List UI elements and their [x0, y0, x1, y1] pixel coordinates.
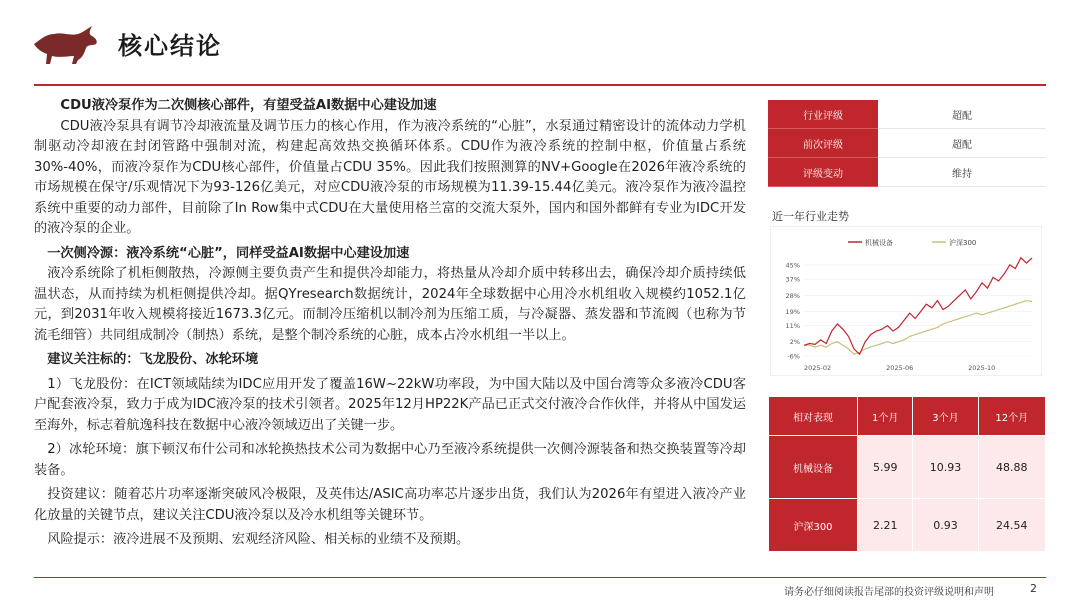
table-cell: 10.93 — [913, 436, 978, 499]
row-label: 沪深300 — [769, 499, 858, 552]
bull-logo-icon — [30, 20, 102, 66]
rating-value: 维持 — [878, 158, 1046, 187]
rating-label: 前次评级 — [768, 129, 878, 158]
paragraph-binglun: 2）冰轮环境：旗下顿汉布什公司和冰轮换热技术公司为数据中心乃至液冷系统提供一次侧冷源装备和热交换装置等冷却装备。 — [34, 442, 746, 478]
row-label: 机械设备 — [769, 436, 858, 499]
page-title: 核心结论 — [118, 32, 222, 60]
table-cell: 5.99 — [858, 436, 913, 499]
chart-title: 近一年行业走势 — [772, 210, 849, 223]
table-row — [769, 436, 1046, 499]
table-cell: 0.93 — [913, 499, 978, 552]
legend-label-industry: 机械设备 — [865, 239, 893, 247]
column-header: 3个月 — [913, 397, 978, 436]
table-cell: 24.54 — [978, 499, 1045, 552]
industry-trend-chart — [770, 226, 1042, 376]
footer-disclaimer: 请务必仔细阅读报告尾部的投资评级说明和声明 — [784, 587, 994, 598]
rating-label: 评级变动 — [768, 158, 878, 187]
y-tick-label: 2% — [789, 338, 800, 347]
legend-label-index: 沪深300 — [949, 239, 977, 247]
page-number: 2 — [1030, 582, 1037, 595]
section-heading-cdu: CDU液冷泵作为二次侧核心部件，有望受益AI数据中心建设加速 — [60, 98, 437, 113]
section-heading-recommend: 建议关注标的：飞龙股份、冰轮环境 — [47, 352, 259, 367]
footer-divider — [34, 577, 1046, 578]
table-cell: 48.88 — [978, 436, 1045, 499]
paragraph-cold-source: 液冷系统除了机柜侧散热，冷源侧主要负责产生和提供冷却能力，将热量从冷却介质中转移出去，确保冷却介质持续低温状态，从而持续为机柜侧提供冷却。据QYresearch数据统计，2024年全球数据中心用冷水机组收入规模约1052.1亿元，到2031年收入规模将接近1673.3亿元。而制冷压缩机以制冷剂为压缩工质，与冷凝器、蒸发器和节流阀（也称为节流毛细管）共同组成制冷（制热）系统，是整个制冷系统的心脏，成本占冷水机组一半以上。 — [34, 266, 746, 343]
x-tick-label: 2025-02 — [804, 364, 832, 372]
x-tick-label: 2025-06 — [886, 364, 914, 372]
section-heading-cold-source: 一次侧冷源：液冷系统“心脏”，同样受益AI数据中心建设加速 — [47, 245, 410, 261]
rating-value: 超配 — [878, 129, 1046, 158]
table-row — [769, 499, 1046, 552]
y-tick-label: 45% — [785, 261, 800, 270]
rating-row — [768, 158, 1046, 187]
column-header: 1个月 — [858, 397, 913, 436]
rating-row — [768, 129, 1046, 158]
rating-row — [768, 100, 1046, 129]
chart-frame — [770, 226, 1042, 376]
y-tick-label: 19% — [785, 307, 800, 316]
paragraph-feilong: 1）飞龙股份：在ICT领域陆续为IDC应用开发了覆盖16W~22kW功率段，为中国大陆以及中国台湾等众多液冷CDU客户配套液冷泵，致力于成为IDC液冷泵的技术引领者。2025年12月HP22K产品已正式交付液冷合作伙伴，并将从中国发运至海外，标志着航逸科技在数据中心液冷领域迈出了关键一步。 — [34, 376, 746, 433]
rating-label: 行业评级 — [768, 100, 878, 129]
table-header-row — [769, 397, 1046, 436]
paragraph-investment-advice: 投资建议：随着芯片功率逐渐突破风冷极限，及英伟达/ASIC高功率芯片逐步出货，我们认为2026年有望进入液冷产业化放量的关键节点，建议关注CDU液冷泵以及冷水机组等关键环节。 — [34, 487, 746, 523]
main-content — [34, 96, 746, 551]
paragraph-cdu: CDU液冷泵具有调节冷却液流量及调节压力的核心作用，作为液冷系统的“心脏”，水泵通过精密设计的流体动力学机制驱动冷却液在封闭管路中强制对流，构建起高效热交换循环体系。CDU作为液冷系统的控制中枢，价值量占系统30%-40%，而液冷泵作为CDU核心部件，价值量占CDU 35%。因此我们按照测算的NV+Google在2026年液冷系统的市场规模在保守/乐观情况下为93-126亿美元，对应CDU液冷泵的市场规模为11.39-15.44亿美元。液冷泵作为液冷温控系统中重要的动力部件，目前除了In Row集中式CDU在大量使用格兰富的交流大泵外，国内和国外都鲜有专业为IDC开发的液冷泵的企业。 — [34, 118, 746, 236]
rating-value: 超配 — [878, 100, 1046, 129]
column-header: 相对表现 — [769, 397, 858, 436]
x-tick-label: 2025-10 — [968, 364, 996, 372]
rating-table — [768, 100, 1046, 187]
column-header: 12个月 — [978, 397, 1045, 436]
paragraph-risk-warning: 风险提示：液冷进展不及预期、宏观经济风险、相关标的业绩不及预期。 — [47, 532, 470, 547]
header-divider — [34, 84, 1046, 86]
y-tick-label: 11% — [785, 322, 800, 331]
table-cell: 2.21 — [858, 499, 913, 552]
relative-performance-table — [768, 396, 1046, 552]
y-tick-label: 28% — [785, 291, 800, 300]
rating-panel — [768, 100, 1046, 187]
y-tick-label: 37% — [785, 275, 800, 284]
y-tick-label: -6% — [787, 352, 800, 361]
